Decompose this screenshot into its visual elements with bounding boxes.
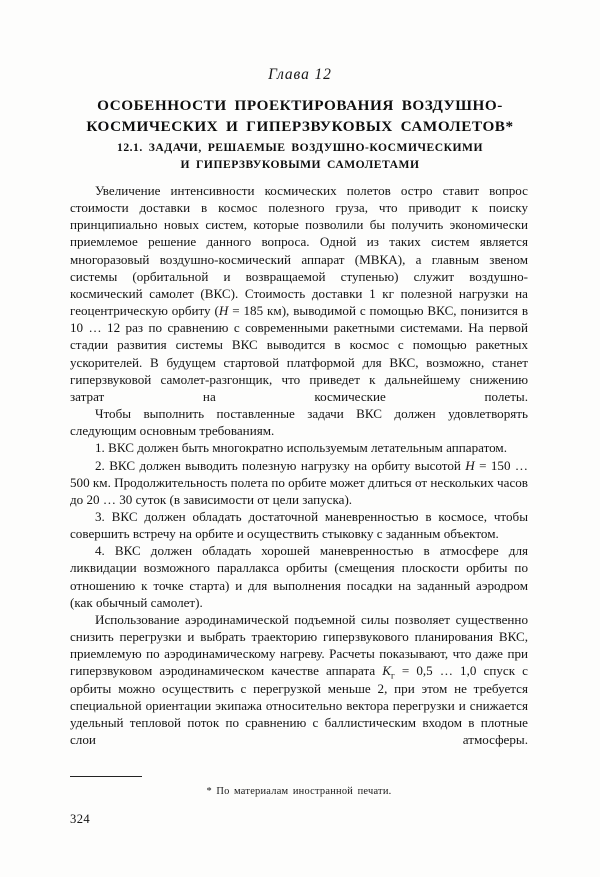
requirement-item-2 xyxy=(70,457,528,508)
paragraph-intro-part-2: = 185 км), выводимой с помощью ВКС, понизится в 10 … 12 раз по сравнению с современными ракетными системами. На первой стадии развития системы ВКС выводится в космос с помощью ракетных ускорителей. В будущем стартовой платформой для ВКС, возможно, станет гиперзвуковой самолет-разгонщик, что приведет к дальнейшему снижению затрат на космические полеты. xyxy=(70,303,529,404)
paragraph-closing-part-1: Использование аэродинамической подъемной силы позволяет существенно снизить перегрузки и выбрать траекторию гиперзвукового планирования ВКС, приемлемую по аэродинамическому нагреву. Расчеты показывают, что даже при гиперзвуковом аэродинамическом качестве аппарата xyxy=(70,611,528,679)
paragraph-requirements-lead: Чтобы выполнить поставленные задачи ВКС должен удовлетворять следующим основным требованиям. xyxy=(70,406,528,439)
section-heading-line-2: И ГИПЕРЗВУКОВЫМИ САМОЛЕТАМИ xyxy=(180,158,420,171)
paragraph-closing xyxy=(70,611,528,748)
chapter-title-line-2: КОСМИЧЕСКИХ И ГИПЕРЗВУКОВЫХ САМОЛЕТОВ* xyxy=(86,118,514,135)
body-text xyxy=(70,182,528,748)
footnote xyxy=(70,786,528,797)
footnote-marker-icon: * xyxy=(206,786,212,797)
page-title xyxy=(62,95,538,137)
page-number: 324 xyxy=(70,812,91,826)
paragraph-intro-part-1: Увеличение интенсивности космических полетов остро ставит вопрос стоимости доставки в космос полезного груза, что приводит к поиску принципиально новых систем, которые позволили бы получить экономически приемлемое решение данного вопроса. Одной из таких систем является многоразовый воздушно-космический аппарат (МВКА), а главным звеном системы (орбитальной и возвращаемой ступенью) служит воздушно-космический самолет (ВКС). Стоимость доставки 1 кг полезной нагрузки на геоцентрическую орбиту ( xyxy=(70,183,528,319)
paragraph-closing-part-2: = 0,5 … 1,0 спуск с орбиты можно осуществить с перегрузкой меньше 2, при этом не требуется специальной ориентации экипажа относительно вектора перегрузки и снижается удельный тепловой поток по сравнению с баллистическим входом в плотные слои атмосферы. xyxy=(70,663,528,747)
variable-orbit-altitude: H xyxy=(218,303,229,319)
variable-lift-to-drag-symbol: K xyxy=(382,663,392,679)
variable-orbit-altitude-range: H xyxy=(465,457,475,473)
paragraph-intro xyxy=(70,182,528,405)
variable-lift-to-drag-subscript: г xyxy=(391,670,395,681)
section-heading xyxy=(70,139,530,173)
chapter-title-line-1: ОСОБЕННОСТИ ПРОЕКТИРОВАНИЯ ВОЗДУШНО- xyxy=(97,97,503,114)
requirement-item-2-part-2: = 150 … 500 км. Продолжительность полета по орбите может длиться от нескольких часов до 20 … 30 суток (в зависимости от цели запуска). xyxy=(70,457,528,507)
requirement-item-3: 3. ВКС должен обладать достаточной маневренностью в космосе, чтобы совершить встречу на орбите и осуществить стыковку с заданным объектом. xyxy=(70,508,528,542)
section-heading-line-1: 12.1. ЗАДАЧИ, РЕШАЕМЫЕ ВОЗДУШНО-КОСМИЧЕСКИМИ xyxy=(117,141,483,154)
requirement-item-1: 1. ВКС должен быть многократно используемым летательным аппаратом. xyxy=(95,440,507,456)
requirement-item-2-part-1: 2. ВКС должен выводить полезную нагрузку на орбиту высотой xyxy=(95,457,466,473)
footnote-separator-rule xyxy=(70,776,142,777)
footnote-text: По материалам иностранной печати. xyxy=(216,786,392,797)
variable-lift-to-drag-ratio xyxy=(382,663,395,681)
chapter-label: Глава 12 xyxy=(268,66,332,83)
requirement-item-4: 4. ВКС должен обладать хорошей маневренностью в атмосфере для ликвидации возможного параллакса орбиты (смещения плоскости орбиты по отношению к точке старта) и для выполнения посадки на заданный аэродром (как обычный самолет). xyxy=(70,543,528,610)
